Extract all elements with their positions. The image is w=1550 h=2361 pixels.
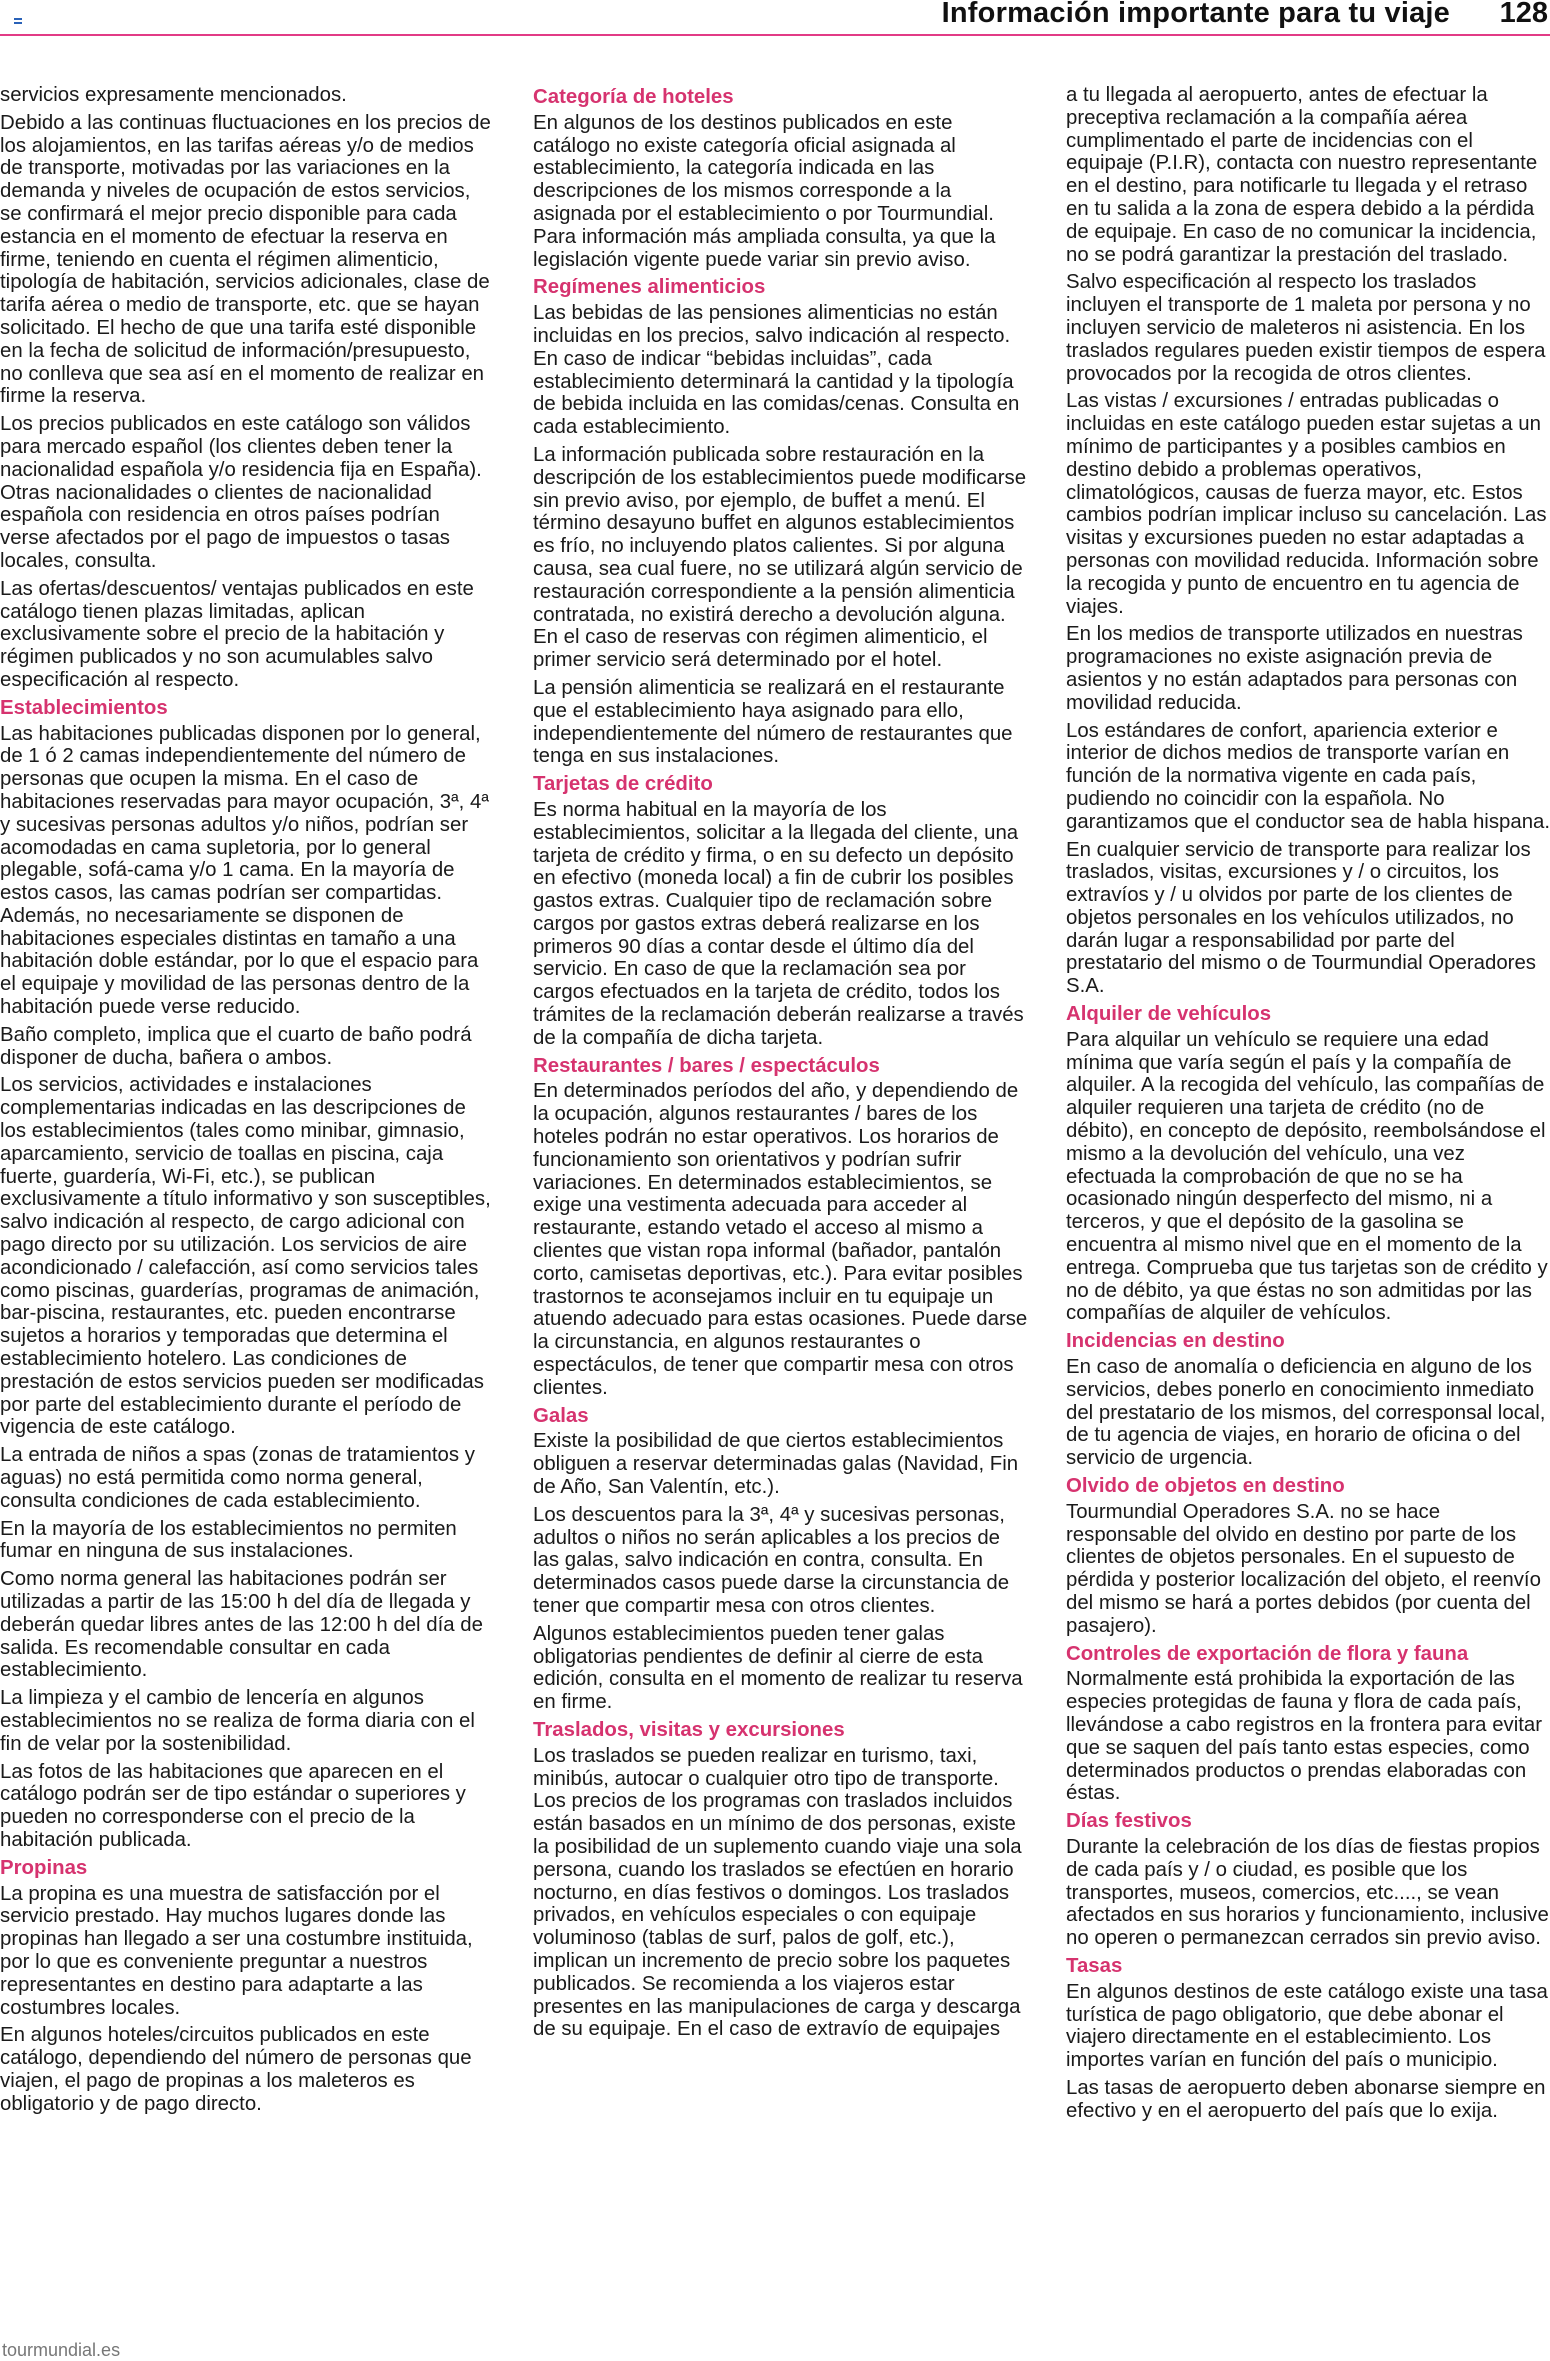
section-heading: Tasas [1066,1954,1123,1977]
body-paragraph: Algunos establecimientos pueden tener galas obligatorias pendientes de definir al cierre de esta edición, consulta en el momento de realizar tu reserva en firme. [533,1622,1023,1714]
body-paragraph: En cualquier servicio de transporte para realizar los traslados, visitas, excursiones y / o circuitos, los extravíos y / u olvidos por parte de los clientes de objetos personales en los vehículos utilizados, no darán lugar a responsabilidad por parte del prestatario del mismo o de Tourmundial Operadores S.A. [1066,838,1536,998]
body-paragraph: Normalmente está prohibida la exportación de las especies protegidas de fauna y flora de cada país, llevándose a cabo registros en la frontera para evitar que se saquen del país tanto estas especies, como determinados productos o prendas elaboradas con éstas. [1066,1668,1543,1805]
body-paragraph: Los precios publicados en este catálogo son válidos para mercado español (los clientes deben tener la nacionalidad española y/o residencia fija en España). Otras nacionalidades o clientes de nacionalidad española con residencia en otros países podrían verse afectados por el pago de impuestos o tasas locales, consulta. [0,413,482,572]
section-heading: Olvido de objetos en destino [1066,1475,1345,1498]
footer-site: tourmundial.es [2,2340,121,2360]
body-paragraph: En la mayoría de los establecimientos no permiten fumar en ninguna de sus instalaciones. [0,1517,457,1563]
body-paragraph: Las tasas de aeropuerto deben abonarse siempre en efectivo y en el aeropuerto del país que lo exija. [1066,2076,1546,2122]
body-paragraph: Los servicios, actividades e instalaciones complementarias indicadas en las descripciones de los establecimientos (tales como minibar, gimnasio, aparcamiento, servicio de toallas en piscina, caja fuerte, guardería, Wi-Fi, etc.), se publican exclusivamente a título informativo y son susceptibles, salvo indicación al respecto, de cargo adicional con pago directo por su utilización. Los servicios de aire acondicionado / calefacción, así como servicios tales como piscinas, guarderías, programas de animación, bar-piscina, restaurantes, etc. pueden encontrarse sujetos a horarios y temporadas que determina el establecimiento hotelero. Las condiciones de prestación de estos servicios pueden ser modificadas por parte del establecimiento durante el período de vigencia de este catálogo. [0,1074,491,1439]
text-column-right [1066,84,1550,2128]
section-heading: Controles de exportación de flora y fauna [1066,1642,1469,1665]
section-heading: Galas [533,1404,589,1427]
body-paragraph: Como norma general las habitaciones podrán ser utilizadas a partir de las 15:00 h del día de llegada y deberán quedar libres antes de las 12:00 h del día de salida. Es recomendable consultar en cada establecimiento. [0,1568,483,1682]
section-heading: Restaurantes / bares / espectáculos [533,1054,880,1077]
section-heading: Alquiler de vehículos [1066,1003,1272,1026]
body-paragraph: Las bebidas de las pensiones alimenticias no están incluidas en los precios, salvo indicación al respecto. En caso de indicar “bebidas incluidas”, cada establecimiento determinará la cantidad y la tipología de bebida incluida en las comidas/cenas. Consulta en cada establecimiento. [533,302,1020,439]
body-paragraph: Baño completo, implica que el cuarto de baño podrá disponer de ducha, bañera o ambos. [0,1023,472,1069]
body-paragraph: Tourmundial Operadores S.A. no se hace responsable del olvido en destino por parte de los clientes de objetos personales. En el supuesto de pérdida y posterior localización del objeto, el reenvío del mismo se hará a portes debidos (por cuenta del pasajero). [1066,1500,1541,1637]
body-paragraph: En algunos hoteles/circuitos publicados en este catálogo, dependiendo del número de personas que viajen, el pago de propinas a los maleteros es obligatorio y de pago directo. [0,2024,472,2115]
page-header [0,0,1550,36]
body-paragraph: Las ofertas/descuentos/ ventajas publicados en este catálogo tienen plazas limitadas, aplican exclusivamente sobre el precio de la habitación y régimen publicados y no son acumulables salvo especificación al respecto. [0,577,474,691]
section-heading: Propinas [0,1856,88,1879]
text-column-left [0,84,495,2121]
body-paragraph: La información publicada sobre restauración en la descripción de los establecimientos puede modificarse sin previo aviso, por ejemplo, de buffet a menú. El término desayuno buffet en algunos establecimientos es frío, no incluyendo platos calientes. Si por alguna causa, sea cual fuere, no se utilizará algún servicio de restauración correspondiente a la pensión alimenticia contratada, no existirá derecho a devolución alguna. En el caso de reservas con régimen alimenticio, el primer servicio será determinado por el hotel. [533,443,1027,672]
body-paragraph: La entrada de niños a spas (zonas de tratamientos y aguas) no está permitida como norma general, consulta condiciones de cada establecimiento. [0,1444,475,1512]
body-paragraph: Existe la posibilidad de que ciertos establecimientos obliguen a reservar determinadas galas (Navidad, Fin de Año, San Valentín, etc.). [533,1430,1019,1499]
section-heading: Incidencias en destino [1066,1330,1285,1353]
body-paragraph: Es norma habitual en la mayoría de los establecimientos, solicitar a la llegada del cliente, una tarjeta de crédito y firma, o en su defecto un depósito en efectivo (moneda local) a fin de cubrir los posibles gastos extras. Cualquier tipo de reclamación sobre cargos por gastos extras deberá realizarse en los primeros 90 días a contar desde el último día del servicio. En caso de que la reclamación sea por cargos efectuados en la tarjeta de crédito, todos los trámites de la reclamación deberán realizarse a través de la compañía de dicha tarjeta. [533,798,1024,1049]
body-paragraph: Las vistas / excursiones / entradas publicadas o incluidas en este catálogo pueden estar sujetas a un mínimo de participantes y a posibles cambios en destino debido a problemas operativos, climatológicos, causas de fuerza mayor, etc. Estos cambios podrían implicar incluso su cancelación. Las visitas y excursiones pueden no estar adaptadas a personas con movilidad reducida. Información sobre la recogida y punto de encuentro en tu agencia de viajes. [1066,390,1547,618]
body-paragraph: La limpieza y el cambio de lencería en algunos establecimientos no se realiza de forma diaria con el fin de velar por la sostenibilidad. [0,1687,475,1755]
section-heading: Traslados, visitas y excursiones [533,1718,845,1741]
text-column-middle [533,84,1028,2046]
body-paragraph: Las habitaciones publicadas disponen por lo general, de 1 ó 2 camas independientemente del número de personas que ocupen la misma. En el caso de habitaciones reservadas para mayor ocupación, 3ª, 4ª y sucesivas personas adultos y/o niños, podrían ser acomodadas en cama supletoria, por lo general plegable, sofá-cama y/o 1 cama. En la mayoría de estos casos, las camas podrían ser compartidas. Además, no necesariamente se disponen de habitaciones especiales distintas en tamaño a una habitación doble estándar, por lo que el espacio para el equipaje y movilidad de las personas dentro de la habitación puede verse reducido. [0,722,489,1019]
section-heading: Regímenes alimenticios [533,276,766,299]
body-paragraph: La pensión alimenticia se realizará en el restaurante que el establecimiento haya asignado para ello, independientemente del número de restaurantes que tenga en sus instalaciones. [533,676,1013,768]
section-heading: Días festivos [1066,1810,1192,1833]
body-paragraph: En caso de anomalía o deficiencia en alguno de los servicios, debes ponerlo en conocimiento inmediato del prestatario de los mismos, del corresponsal local, de tu agencia de viajes, en horario de oficina o del servicio de urgencia. [1066,1356,1546,1470]
body-paragraph: a tu llegada al aeropuerto, antes de efectuar la preceptiva reclamación a la compañía aérea cumplimentado el parte de incidencias con el equipaje (P.I.R), contacta con nuestro representante en el destino, para notificarle tu llegada y el retraso en tu salida a la zona de espera debido a la pérdida de equipaje. En caso de no comunicar la incidencia, no se podrá garantizar la prestación del traslado. [1066,84,1538,266]
body-paragraph: En los medios de transporte utilizados en nuestras programaciones no existe asignación previa de asientos y no están adaptados para personas con movilidad reducida. [1066,623,1523,714]
body-paragraph: Salvo especificación al respecto los traslados incluyen el transporte de 1 maleta por persona y no incluyen servicio de maleteros ni asistencia. En los traslados regulares pueden existir tiempos de espera provocados por la recogida de otros clientes. [1066,271,1546,385]
body-paragraph: Para alquilar un vehículo se requiere una edad mínima que varía según el país y la compañía de alquiler. A la recogida del vehículo, las compañías de alquiler requieren una tarjeta de crédito (no de débito), en concepto de depósito, reembolsándose el mismo a la devolución del vehículo, una vez efectuada la comprobación de que no se ha ocasionado ningún desperfecto del mismo, ni a terceros, y que el depósito de la gasolina se encuentra al mismo nivel que en el momento de la entrega. Comprueba que tus tarjetas son de crédito y no de débito, ya que éstas no son admitidas por las compañías de alquiler de vehículos. [1066,1028,1548,1325]
brand-logo-icon [14,18,22,26]
body-paragraph: Durante la celebración de los días de fiestas propios de cada país y / o ciudad, es posible que los transportes, museos, comercios, etc...., se vean afectados en sus horarios y funcionamiento, inclusive no operen o permanezcan cerrados sin previo aviso. [1066,1835,1549,1950]
section-heading: Establecimientos [0,696,168,719]
body-paragraph: Los traslados se pueden realizar en turismo, taxi, minibús, autocar o cualquier otro tipo de transporte. Los precios de los programas con traslados incluidos están basados en un mínimo de dos personas, existe la posibilidad de un suplemento cuando viaje una sola persona, cuando los traslados se efectúen en horario nocturno, en días festivos o domingos. Los traslados privados, en vehículos especiales o con equipaje voluminoso (tablas de surf, palos de golf, etc.), implican un incremento de precio sobre los paquetes publicados. Se recomienda a los viajeros estar presentes en las manipulaciones de carga y descarga de su equipaje. En el caso de extravío de equipajes [533,1744,1022,2041]
body-paragraph: Los descuentos para la 3ª, 4ª y sucesivas personas, adultos o niños no serán aplicables a los precios de las galas, salvo indicación en contra, consulta. En determinados casos puede darse la circunstancia de tener que compartir mesa con otros clientes. [533,1503,1010,1617]
body-paragraph: La propina es una muestra de satisfacción por el servicio prestado. Hay muchos lugares donde las propinas han llegado a ser una costumbre instituida, por lo que es conveniente preguntar a nuestros representantes en destino para adaptarte a las costumbres locales. [0,1882,473,2019]
page-number: 128 [1499,0,1548,29]
body-paragraph: En algunos de los destinos publicados en este catálogo no existe categoría oficial asignada al establecimiento, la categoría indicada en las descripciones de los mismos corresponde a la asignada por el establecimiento o por Tourmundial. Para información más ampliada consulta, ya que la legislación vigente puede variar sin previo aviso. [533,111,996,271]
body-paragraph: En algunos destinos de este catálogo existe una tasa turística de pago obligatorio, que debe abonar el viajero directamente en el establecimiento. Los importes varían en función del país o municipio. [1066,1980,1548,2072]
body-paragraph: En determinados períodos del año, y dependiendo de la ocupación, algunos restaurantes / bares de los hoteles podrán no estar operativos. Los horarios de funcionamiento son orientativos y podrían sufrir variaciones. En determinados establecimientos, se exige una vestimenta adecuada para acceder al restaurante, estando vetado el acceso al mismo a clientes que vistan ropa informal (bañador, pantalón corto, camisetas deportivas, etc.). Para evitar posibles trastornos te aconsejamos incluir en tu equipaje un atuendo adecuado para estas ocasiones. Puede darse la circunstancia, en algunos restaurantes o espectáculos, de tener que compartir mesa con otros clientes. [533,1080,1028,1399]
body-paragraph: Debido a las continuas fluctuaciones en los precios de los alojamientos, en las tarifas aéreas y/o de medios de transporte, motivadas por las variaciones en la demanda y niveles de ocupación de estos servicios, se confirmará el mejor precio disponible para cada estancia en el momento de efectuar la reserva en firme, teniendo en cuenta el régimen alimenticio, tipología de habitación, servicios adicionales, clase de tarifa aérea o medio de transporte, etc. que se hayan solicitado. El hecho de que una tarifa esté disponible en la fecha de solicitud de información/presupuesto, no conlleva que sea así en el momento de realizar en firme la reserva. [0,111,491,408]
body-paragraph: Las fotos de las habitaciones que aparecen en el catálogo podrán ser de tipo estándar o superiores y pueden no corresponderse con el precio de la habitación publicada. [0,1760,466,1851]
section-heading: Categoría de hoteles [533,86,734,108]
body-paragraph: servicios expresamente mencionados. [0,84,347,106]
section-heading: Tarjetas de crédito [533,773,713,796]
body-paragraph: Los estándares de confort, apariencia exterior e interior de dichos medios de transporte varían en función de la normativa vigente en cada país, pudiendo no coincidir con la española. No garantizamos que el conductor sea de habla hispana. [1066,719,1550,833]
page-title: Información importante para tu viaje [941,0,1450,29]
